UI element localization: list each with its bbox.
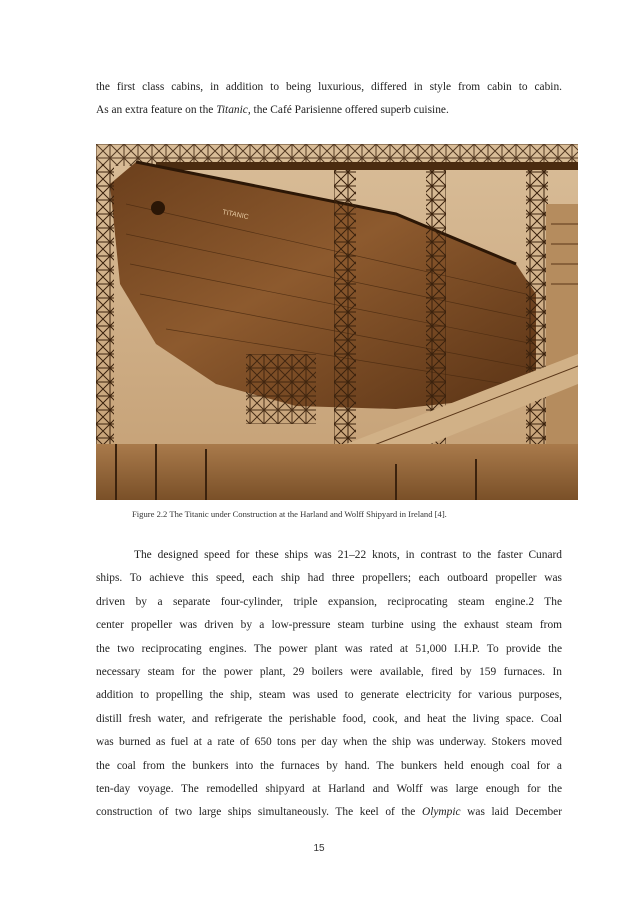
photo-illustration [96, 144, 578, 500]
paragraph-line: center propeller was driven by a low-pressure steam turbine using the exhaust steam from [96, 619, 562, 632]
text-run: the Café Parisienne offered superb cuisine. [250, 104, 449, 117]
paragraph-line: The designed speed for these ships was 21–22 knots, in contrast to the faster Cunard [134, 549, 562, 561]
paragraph-line: the coal from the bunkers into the furnaces by hand. The bunkers held enough coal for a [96, 759, 562, 772]
paragraph-line [96, 801, 562, 824]
ship-name-italic: Olympic [421, 806, 461, 819]
paragraph-line: ten-day voyage. The remodelled shipyard at Harland and Wolff was large enough for the [96, 783, 562, 796]
hull-name-text: TITANIC [221, 209, 250, 222]
figure-photo-titanic-construction [96, 144, 578, 500]
ship-name-italic: Titanic, [216, 104, 251, 117]
paragraph-line: addition to propelling the ship, steam was used to generate electricity for various purposes, [96, 689, 562, 702]
paragraph-line: necessary steam for the power plant, 29 boilers were available, fired by 159 furnaces. In [96, 666, 562, 679]
text-run: As an extra feature on the [96, 104, 217, 117]
paragraph-intro [96, 76, 562, 123]
text-run: construction of two large ships simultaneously. The keel of the [96, 806, 422, 819]
paragraph-line: the two reciprocating engines. The power plant was rated at 51,000 I.H.P. To provide the [96, 642, 562, 655]
page-number: 15 [313, 843, 325, 854]
figure-caption: Figure 2.2 The Titanic under Construction at the Harland and Wolff Shipyard in Ireland [4]. [132, 509, 447, 519]
paragraph-line [96, 99, 562, 122]
paragraph-line: ships. To achieve this speed, each ship had three propellers; each outboard propeller was [96, 572, 562, 585]
text-run: was laid December [460, 806, 562, 819]
paragraph-line: driven by a separate four-cylinder, triple expansion, reciprocating steam engine.2 The [96, 595, 562, 608]
paragraph-line: the first class cabins, in addition to being luxurious, differed in style from cabin to cabin. [96, 81, 562, 93]
paragraph-line: was burned as fuel at a rate of 650 tons per day when the ship was underway. Stokers moved [96, 736, 562, 749]
paragraph-line: distill fresh water, and refrigerate the perishable food, cook, and heat the living space. Coal [96, 712, 562, 725]
paragraph-body [96, 544, 562, 825]
